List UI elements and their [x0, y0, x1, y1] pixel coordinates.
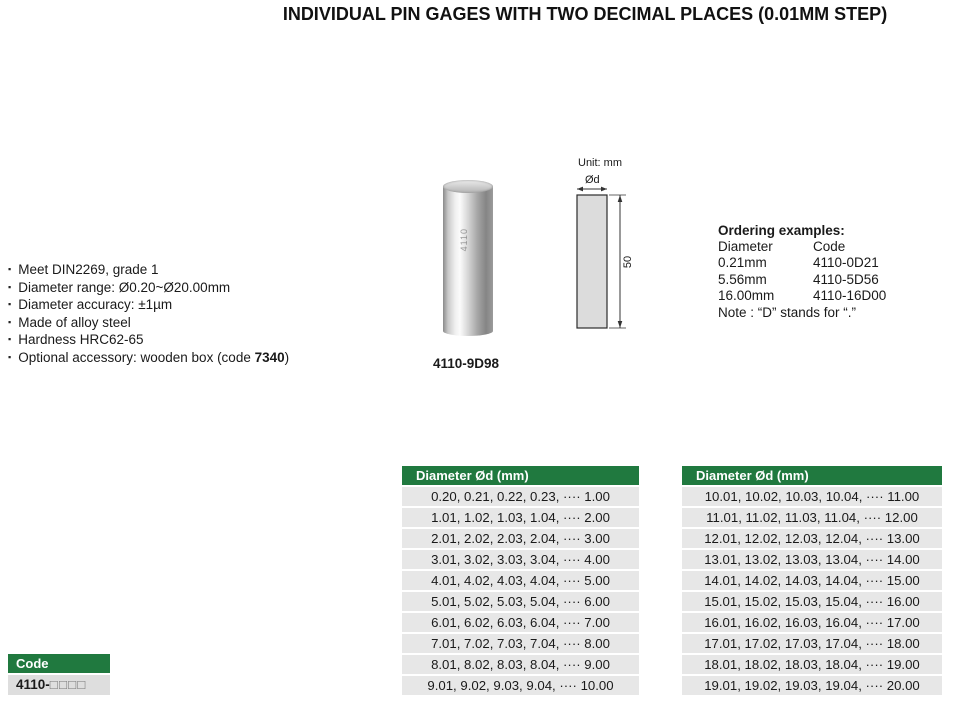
diameter-table-right [682, 466, 942, 697]
table-row: 9.01, 9.02, 9.03, 9.04, ···· 10.00 [402, 676, 639, 697]
pin-outline [577, 195, 607, 328]
ordering-code: 4110-5D56 [813, 271, 879, 287]
table-row: 6.01, 6.02, 6.03, 6.04, ···· 7.00 [402, 613, 639, 634]
feature-item [8, 279, 289, 297]
dim-arrow-left [577, 187, 583, 192]
pin-engraving-text: 4110 [459, 228, 469, 252]
code-value [8, 675, 110, 695]
dim-arrow-right [601, 187, 607, 192]
ordering-row [718, 255, 953, 271]
feature-item [8, 261, 289, 279]
pin-gage-top-cap [443, 180, 493, 193]
table-row: 7.01, 7.02, 7.03, 7.04, ···· 8.00 [402, 634, 639, 655]
length-dim-value: 50 [622, 255, 634, 269]
feature-text: Diameter range: Ø0.20~Ø20.00mm [18, 279, 231, 295]
product-model-label: 4110-9D98 [432, 356, 500, 371]
table-row: 4.01, 4.02, 4.03, 4.04, ···· 5.00 [402, 571, 639, 592]
ordering-row [718, 288, 953, 304]
feature-text: Hardness HRC62-65 [18, 332, 144, 347]
table-row: 15.01, 15.02, 15.03, 15.04, ···· 16.00 [682, 592, 942, 613]
ordering-col-code: Code [813, 239, 846, 254]
table-row: 17.01, 17.02, 17.03, 17.04, ···· 18.00 [682, 634, 942, 655]
table-row: 0.20, 0.21, 0.22, 0.23, ···· 1.00 [402, 487, 639, 508]
feature-item [8, 296, 289, 314]
feature-text-suffix: ) [284, 349, 290, 365]
bullet-icon: ▪ [8, 351, 12, 362]
feature-text: Made of alloy steel [18, 314, 131, 330]
page-title: INDIVIDUAL PIN GAGES WITH TWO DECIMAL PLACES (0.01MM STEP) [282, 4, 888, 24]
table-header: Diameter Ød (mm) [402, 466, 639, 487]
bullet-icon: ▪ [8, 264, 12, 274]
table-row: 1.01, 1.02, 1.03, 1.04, ···· 2.00 [402, 508, 639, 529]
bullet-icon: ▪ [8, 316, 12, 327]
ordering-diameter: 16.00mm [718, 288, 775, 304]
table-row: 14.01, 14.02, 14.03, 14.04, ···· 15.00 [682, 571, 942, 592]
diameter-dim-label: Ød [585, 174, 600, 186]
table-row: 8.01, 8.02, 8.03, 8.04, ···· 9.00 [402, 655, 639, 676]
table-row: 16.01, 16.02, 16.03, 16.04, ···· 17.00 [682, 613, 942, 634]
code-header: Code [8, 654, 110, 675]
ordering-code: 4110-0D21 [813, 255, 879, 271]
ordering-diameter: 0.21mm [718, 255, 767, 271]
code-prefix: 4110- [16, 677, 50, 692]
code-placeholder-boxes: □□□□ [49, 677, 87, 692]
table-row: 2.01, 2.02, 2.03, 2.04, ···· 3.00 [402, 529, 639, 550]
diameter-table-left [402, 466, 639, 697]
feature-text: Meet DIN2269, grade 1 [18, 262, 159, 277]
pin-gage-image [443, 186, 493, 336]
feature-item [8, 331, 289, 349]
unit-label: Unit: mm [578, 157, 622, 169]
table-row: 18.01, 18.02, 18.03, 18.04, ···· 19.00 [682, 655, 942, 676]
table-row: 12.01, 12.02, 12.03, 12.04, ···· 13.00 [682, 529, 942, 550]
table-header: Diameter Ød (mm) [682, 466, 942, 487]
dim-arrow-down [618, 321, 623, 328]
accessory-code: 7340 [254, 349, 285, 365]
ordering-diameter: 5.56mm [718, 271, 767, 287]
dim-arrow-up [618, 195, 623, 202]
table-row: 10.01, 10.02, 10.03, 10.04, ···· 11.00 [682, 487, 942, 508]
feature-item [8, 349, 289, 367]
dimension-drawing [568, 152, 660, 347]
table-row: 3.01, 3.02, 3.03, 3.04, ···· 4.00 [402, 550, 639, 571]
feature-text [18, 349, 289, 367]
feature-text-prefix: Optional accessory: wooden box (code [18, 349, 255, 365]
ordering-title: Ordering examples: [718, 223, 845, 238]
ordering-col-diameter: Diameter [718, 239, 773, 254]
bullet-icon: ▪ [8, 334, 12, 344]
feature-item [8, 314, 289, 332]
table-row: 13.01, 13.02, 13.03, 13.04, ···· 14.00 [682, 550, 942, 571]
ordering-note: Note : “D” stands for “.” [718, 304, 857, 320]
ordering-header-row [718, 239, 953, 255]
ordering-row [718, 272, 953, 288]
ordering-examples [718, 222, 953, 321]
table-row: 11.01, 11.02, 11.03, 11.04, ···· 12.00 [682, 508, 942, 529]
ordering-code: 4110-16D00 [813, 288, 887, 304]
feature-list [8, 261, 289, 366]
feature-text: Diameter accuracy: ±1µm [18, 297, 173, 312]
bullet-icon: ▪ [8, 299, 12, 309]
order-code-block [8, 654, 110, 695]
table-row: 5.01, 5.02, 5.03, 5.04, ···· 6.00 [402, 592, 639, 613]
bullet-icon: ▪ [8, 281, 12, 292]
table-row: 19.01, 19.02, 19.03, 19.04, ···· 20.00 [682, 676, 942, 697]
